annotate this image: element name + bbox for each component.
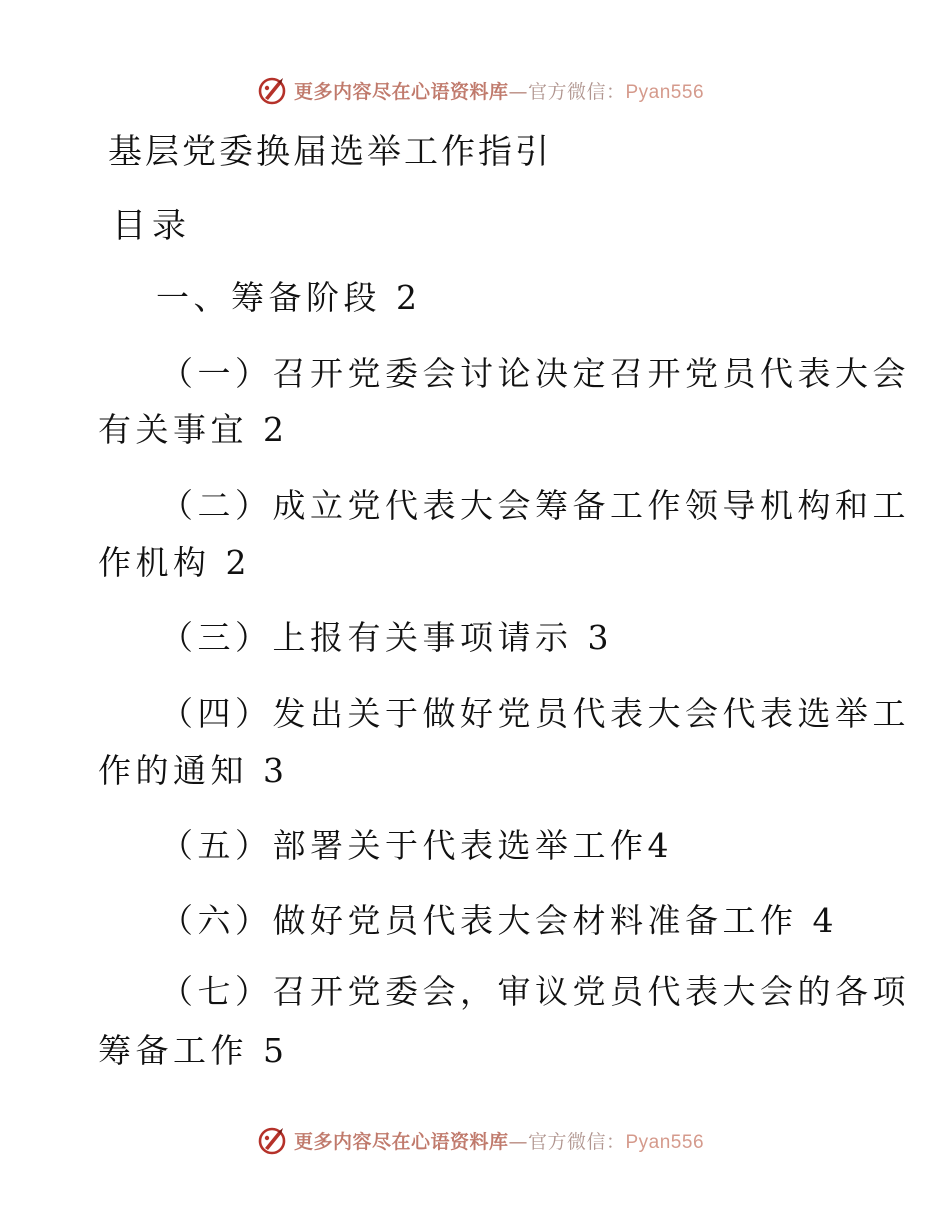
quill-logo-icon [256, 74, 288, 106]
watermark-content [256, 74, 704, 106]
top-watermark-banner [0, 70, 950, 110]
watermark-main: 更多内容尽在心语资料库 [293, 80, 509, 103]
toc-line: （一）召开党委会讨论决定召开党员代表大会 [160, 354, 910, 393]
bottom-watermark-banner [0, 1120, 950, 1160]
toc-line: （七）召开党委会，审议党员代表大会的各项 [160, 972, 910, 1011]
toc-line: 一、筹备阶段 2 [156, 278, 422, 317]
watermark-text [294, 77, 704, 104]
watermark-sub: 官方微信： [527, 80, 626, 103]
toc-line: （二）成立党代表大会筹备工作领导机构和工 [160, 486, 910, 525]
toc-line: （三）上报有关事项请示 3 [160, 618, 613, 657]
watermark-id: Pyan556 [625, 1131, 705, 1153]
watermark-text [294, 1127, 704, 1154]
toc-line: 有关事宜 2 [98, 410, 289, 449]
watermark-id: Pyan556 [625, 81, 705, 103]
watermark-content [256, 1124, 704, 1156]
toc-heading: 目录 [112, 206, 192, 246]
document-title: 基层党委换届选举工作指引 [108, 132, 552, 172]
watermark-sub: 官方微信： [527, 1130, 626, 1153]
toc-line: （五）部署关于代表选举工作4 [160, 826, 673, 865]
toc-line: 筹备工作 5 [98, 1031, 289, 1070]
toc-line: 作机构 2 [98, 543, 251, 582]
watermark-dash: — [508, 80, 528, 103]
watermark-main: 更多内容尽在心语资料库 [293, 1130, 509, 1153]
toc-line: 作的通知 3 [98, 751, 289, 790]
quill-logo-icon [256, 1124, 288, 1156]
toc-line: （六）做好党员代表大会材料准备工作 4 [160, 901, 838, 940]
toc-line: （四）发出关于做好党员代表大会代表选举工 [160, 694, 910, 733]
watermark-dash: — [508, 1130, 528, 1153]
